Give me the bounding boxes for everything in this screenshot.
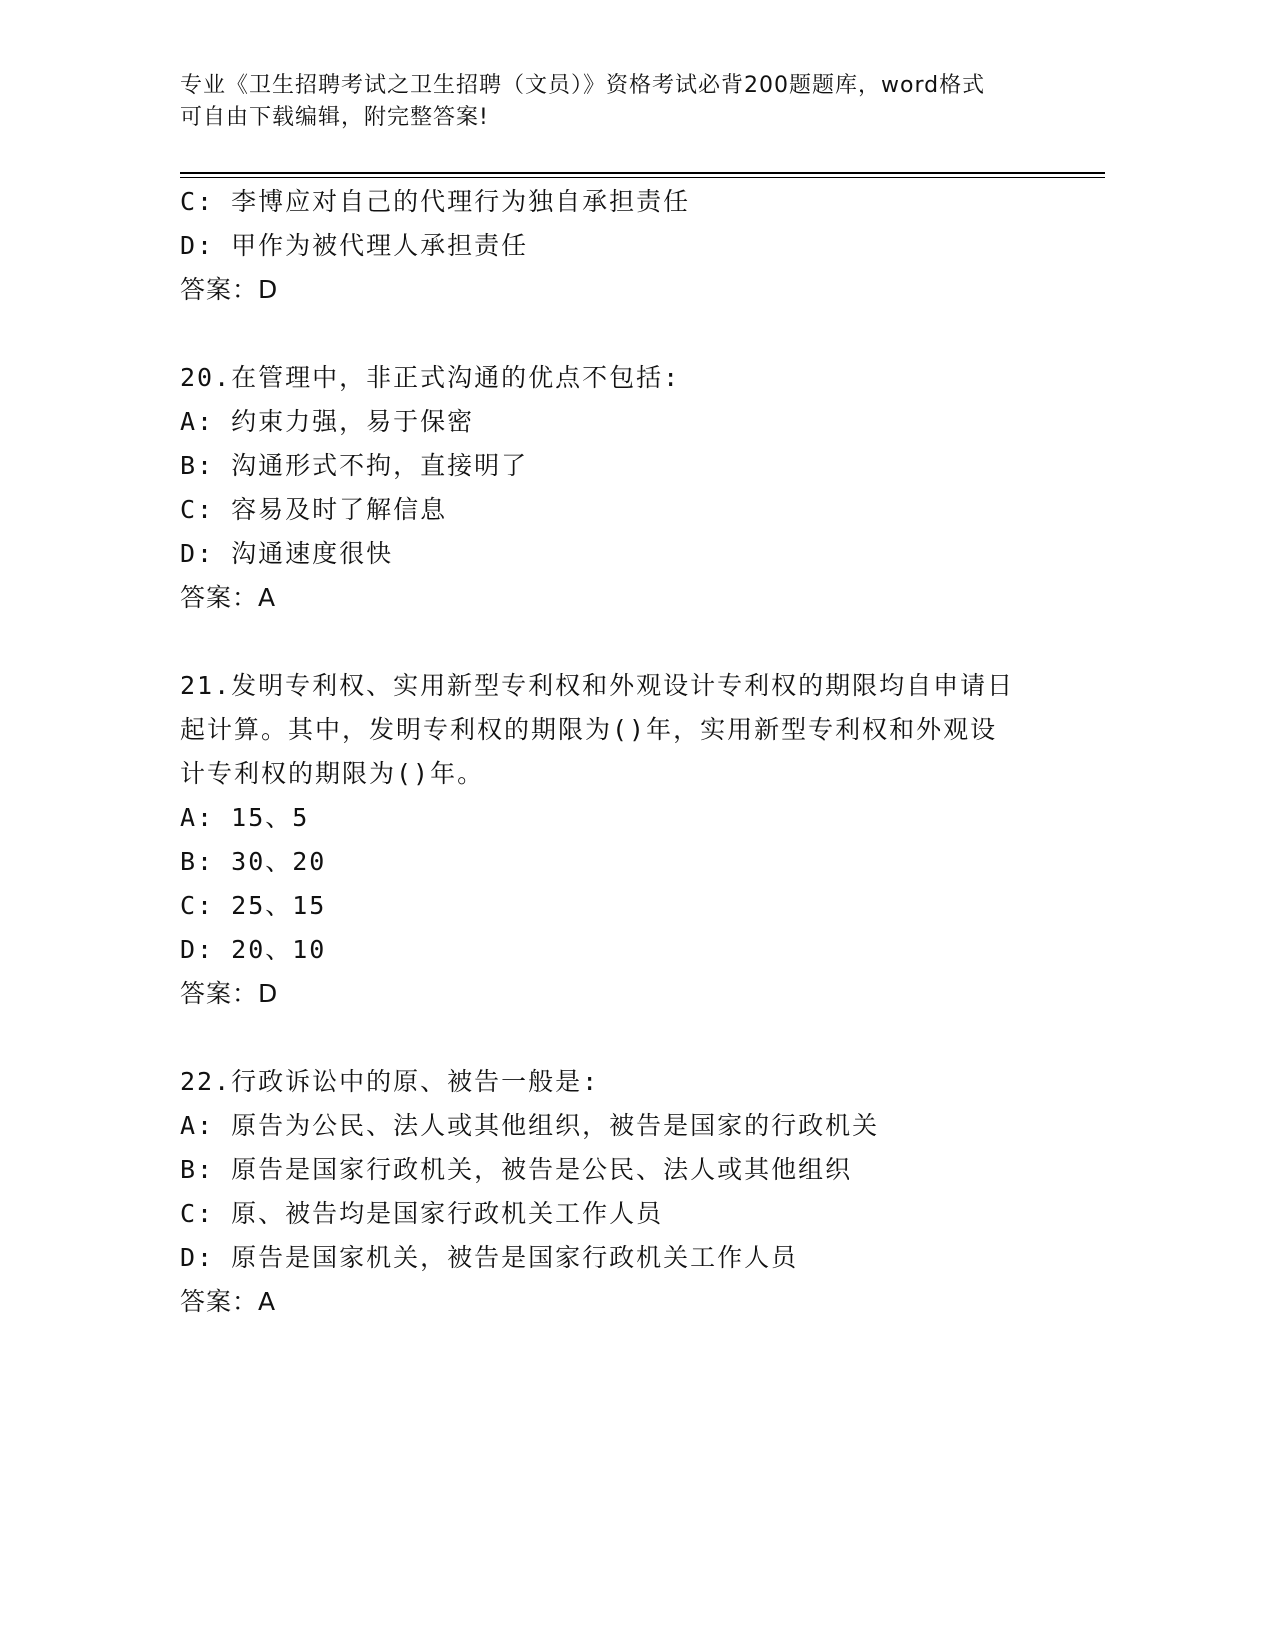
option-c: C: 李博应对自己的代理行为独自承担责任 — [180, 187, 691, 216]
question-22 — [180, 1060, 1040, 1324]
spacer — [180, 1016, 1040, 1060]
question-21 — [180, 664, 1040, 1016]
option-c: C: 容易及时了解信息 — [180, 495, 448, 524]
question-20 — [180, 356, 1040, 620]
option-a: A: 约束力强，易于保密 — [180, 407, 475, 436]
option-c: C: 原、被告均是国家行政机关工作人员 — [180, 1199, 664, 1228]
option-b: B: 原告是国家行政机关，被告是公民、法人或其他组织 — [180, 1155, 853, 1184]
header-divider-thin — [180, 177, 1105, 178]
option-a: A: 原告为公民、法人或其他组织，被告是国家的行政机关 — [180, 1111, 880, 1140]
header-divider-thick — [180, 172, 1105, 174]
answer-line: 答案：A — [180, 1287, 277, 1316]
option-b: B: 沟通形式不拘，直接明了 — [180, 451, 529, 480]
question-list — [180, 180, 1040, 1324]
spacer — [180, 620, 1040, 664]
answer-line: 答案：D — [180, 275, 279, 304]
header-line-2: 可自由下载编辑，附完整答案! — [180, 105, 489, 130]
question-stem-line-2: 起计算。其中，发明专利权的期限为()年，实用新型专利权和外观设 — [180, 715, 998, 744]
answer-line: 答案：A — [180, 583, 277, 612]
question-stem: 22.行政诉讼中的原、被告一般是: — [180, 1067, 600, 1096]
question-stem-line-1: 21.发明专利权、实用新型专利权和外观设计专利权的期限均自申请日 — [180, 671, 1015, 700]
option-d: D: 甲作为被代理人承担责任 — [180, 231, 529, 260]
option-d: D: 20、10 — [180, 935, 327, 964]
question-stem: 20.在管理中，非正式沟通的优点不包括: — [180, 363, 681, 392]
option-d: D: 沟通速度很快 — [180, 539, 394, 568]
answer-line: 答案：D — [180, 979, 279, 1008]
document-header — [180, 70, 1040, 134]
header-line-1: 专业《卫生招聘考试之卫生招聘（文员）》资格考试必背200题题库，word格式 — [180, 73, 986, 98]
question-stem-line-3: 计专利权的期限为()年。 — [180, 759, 485, 788]
spacer — [180, 312, 1040, 356]
option-b: B: 30、20 — [180, 847, 327, 876]
option-a: A: 15、5 — [180, 803, 310, 832]
option-d: D: 原告是国家机关，被告是国家行政机关工作人员 — [180, 1243, 799, 1272]
question-19-tail — [180, 180, 1040, 312]
option-c: C: 25、15 — [180, 891, 327, 920]
